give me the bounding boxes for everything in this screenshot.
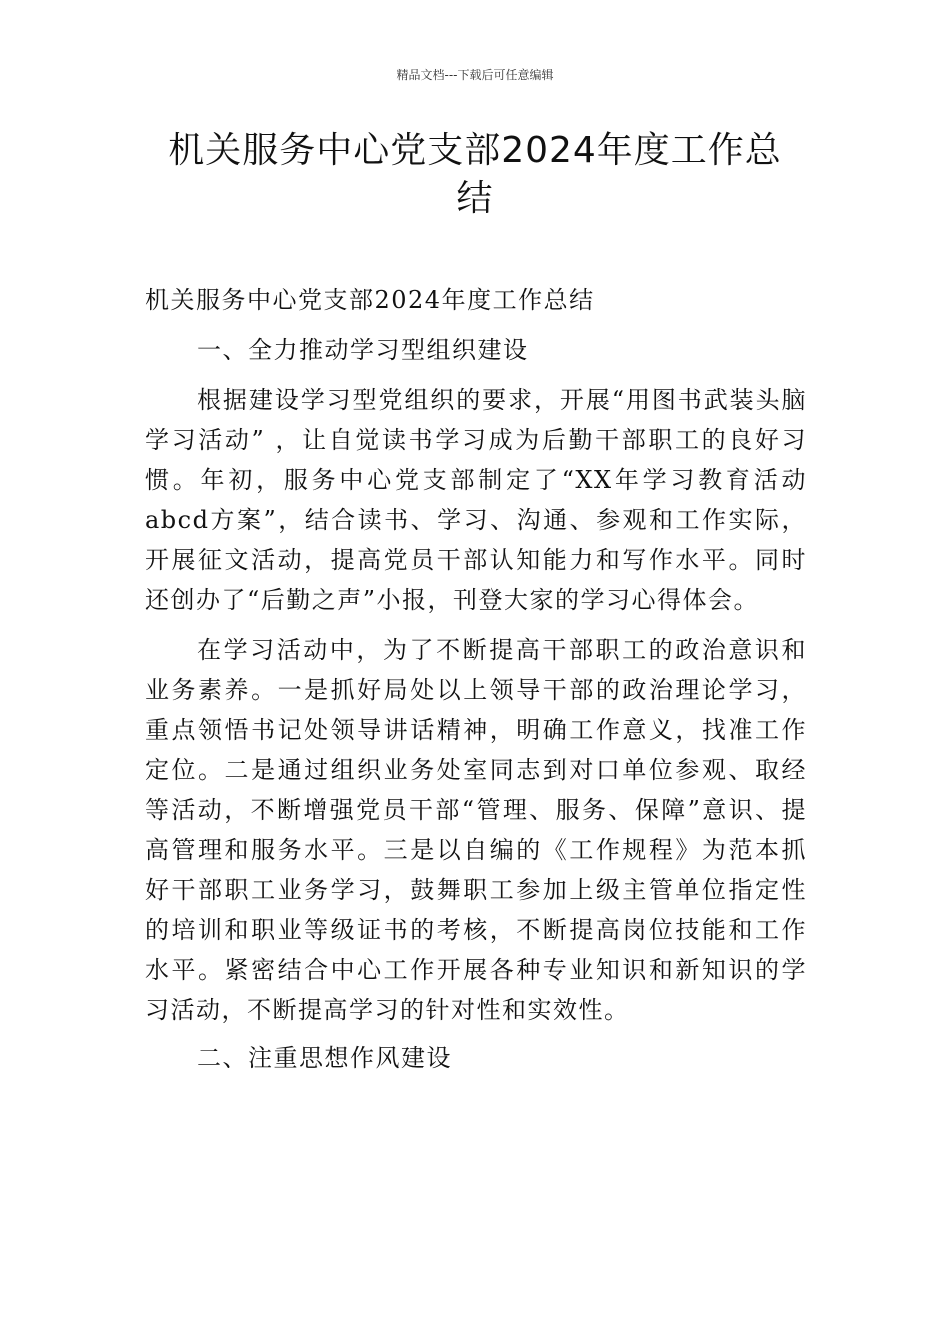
body-paragraph-1: 根据建设学习型党组织的要求，开展“用图书武装头脑学习活动” ，让自觉读书学习成为后勤干部职工的良好习惯。年初，服务中心党支部制定了“XX年学习教育活动abcd方案”，结合读书、学习、沟通、参观和工作实际，开展征文活动，提高党员干部认知能力和写作水平。同时还创办了“后勤之声”小报，刊登大家的学习心得体会。 (145, 386, 807, 614)
document-title: 机关服务中心党支部2024年度工作总结 (168, 130, 782, 219)
body-paragraph-2: 在学习活动中，为了不断提高干部职工的政治意识和业务素养。一是抓好局处以上领导干部的政治理论学习，重点领悟书记处领导讲话精神，明确工作意义，找准工作定位。二是通过组织业务处室同志到对口单位参观、取经等活动，不断增强党员干部“管理、服务、保障”意识、提高管理和服务水平。三是以自编的《工作规程》为范本抓好干部职工业务学习，鼓舞职工参加上级主管单位指定性的培训和职业等级证书的考核，不断提高岗位技能和工作水平。紧密结合中心工作开展各种专业知识和新知识的学习活动，不断提高学习的针对性和实效性。 (145, 636, 807, 1024)
document-body (145, 280, 807, 1088)
subtitle-line: 机关服务中心党支部2024年度工作总结 (145, 286, 595, 314)
section-heading-1: 一、全力推动学习型组织建设 (197, 336, 529, 364)
section-heading-2: 二、注重思想作风建设 (197, 1044, 452, 1072)
header-note: 精品文档---下载后可任意编辑 (396, 68, 554, 82)
